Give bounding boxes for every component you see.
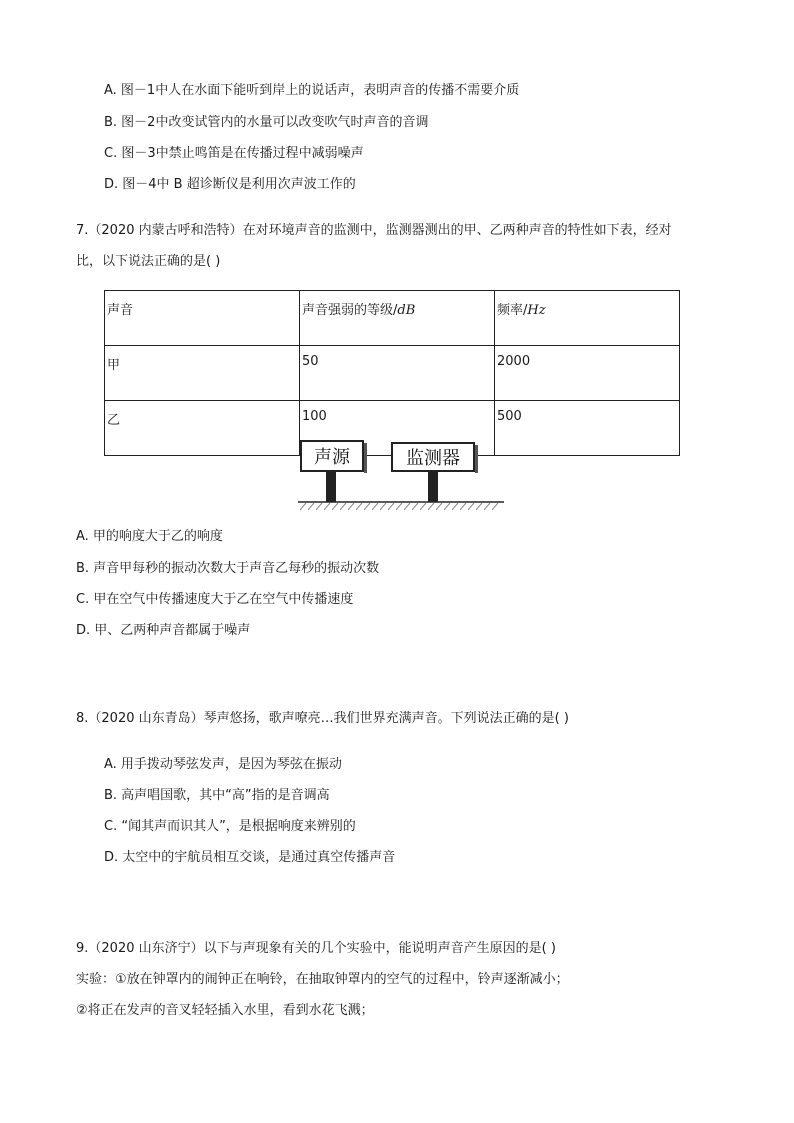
ground-hatching [300,503,498,510]
q8-option-a: A. 用手拨动琴弦发声，是因为琴弦在振动 [104,757,342,772]
table-cell: 乙 [105,401,300,456]
q6-option-d: D. 图－4中 B 超诊断仪是利用次声波工作的 [104,177,356,192]
table-cell: 甲 [105,346,300,401]
q7-option-a: A. 甲的响度大于乙的响度 [76,529,223,544]
q8-option-d: D. 太空中的宇航员相互交谈，是通过真空传播声音 [104,850,396,865]
q8-stem: 8.（2020 山东青岛）琴声悠扬，歌声嘹亮…我们世界充满声音。下列说法正确的是( ) [76,711,569,726]
table-header-cell: 声音强弱的等级/dB [300,291,495,346]
q6-option-c: C. 图－3中禁止鸣笛是在传播过程中减弱噪声 [104,146,364,161]
q7-option-c: C. 甲在空气中传播速度大于乙在空气中传播速度 [76,592,354,607]
q6-option-a: A. 图－1中人在水面下能听到岸上的说话声，表明声音的传播不需要介质 [104,83,520,98]
table-cell: 2000 [495,346,680,401]
q7-option-b: B. 声音甲每秒的振动次数大于声音乙每秒的振动次数 [76,561,380,576]
table-header-row [105,291,680,346]
q8-option-c: C. “闻其声而识其人”，是根据响度来辨别的 [104,819,356,834]
table-cell: 50 [300,346,495,401]
monitor-label: 监测器 [406,448,460,469]
monitor-post [428,471,438,502]
q6-option-b: B. 图－2中改变试管内的水量可以改变吹气时声音的音调 [104,115,429,130]
source-label: 声源 [314,447,350,468]
table-row [105,346,680,401]
q9-experiment-2: ②将正在发声的音叉轻轻插入水里，看到水花飞溅； [76,1003,374,1018]
q9-stem: 9.（2020 山东济宁）以下与声现象有关的几个实验中，能说明声音产生原因的是( ) [76,941,556,956]
q7-stem-line1: 7.（2020 内蒙古呼和浩特）在对环境声音的监测中，监测器测出的甲、乙两种声音的特性如下表，经对 [76,223,672,238]
table-cell: 500 [495,401,680,456]
q7-option-d: D. 甲、乙两种声音都属于噪声 [76,623,251,638]
q8-option-b: B. 高声唱国歌，其中“高”指的是音调高 [104,788,330,803]
q7-stem-line2: 比，以下说法正确的是( ) [76,254,221,269]
q9-experiment-1: 实验：①放在钟罩内的闹钟正在响铃，在抽取钟罩内的空气的过程中，铃声逐渐减小； [76,972,569,987]
source-post [326,471,336,502]
table-header-cell: 声音 [105,291,300,346]
table-cell: 100 [300,401,495,456]
table-header-cell: 频率/Hz [495,291,680,346]
sound-monitor-diagram [298,438,504,514]
sound-data-table [104,290,680,456]
